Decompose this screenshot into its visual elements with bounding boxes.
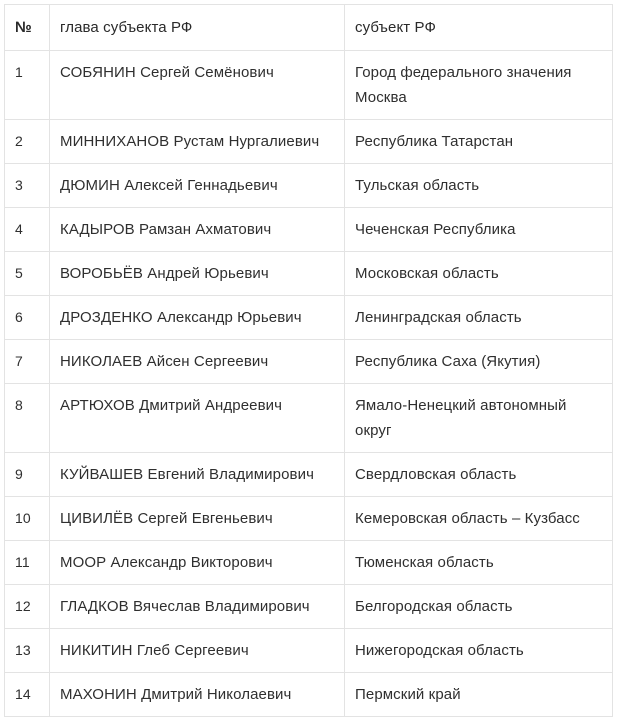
row-number: 13 (5, 629, 50, 673)
row-head: ДЮМИН Алексей Геннадьевич (50, 164, 345, 208)
row-region: Республика Татарстан (345, 120, 613, 164)
row-number: 14 (5, 673, 50, 717)
row-region: Ленинградская область (345, 296, 613, 340)
row-number: 11 (5, 541, 50, 585)
table-row (5, 453, 613, 497)
header-head: глава субъекта РФ (50, 5, 345, 51)
row-head: КУЙВАШЕВ Евгений Владимирович (50, 453, 345, 497)
row-head: ВОРОБЬЁВ Андрей Юрьевич (50, 252, 345, 296)
row-region: Московская область (345, 252, 613, 296)
table-row (5, 120, 613, 164)
row-region: Свердловская область (345, 453, 613, 497)
row-region: Тульская область (345, 164, 613, 208)
governors-table (4, 4, 613, 717)
row-head: МИННИХАНОВ Рустам Нургалиевич (50, 120, 345, 164)
row-region: Нижегородская область (345, 629, 613, 673)
row-number: 3 (5, 164, 50, 208)
row-head: ГЛАДКОВ Вячеслав Владимирович (50, 585, 345, 629)
row-number: 8 (5, 384, 50, 453)
row-head: МАХОНИН Дмитрий Николаевич (50, 673, 345, 717)
row-region: Ямало-Ненецкий автономный округ (345, 384, 613, 453)
row-head: ЦИВИЛЁВ Сергей Евгеньевич (50, 497, 345, 541)
row-head: ДРОЗДЕНКО Александр Юрьевич (50, 296, 345, 340)
row-region: Пермский край (345, 673, 613, 717)
row-number: 6 (5, 296, 50, 340)
header-region: субъект РФ (345, 5, 613, 51)
row-region: Кемеровская область – Кузбасс (345, 497, 613, 541)
table-row (5, 497, 613, 541)
table-row (5, 384, 613, 453)
row-region: Белгородская область (345, 585, 613, 629)
table-row (5, 51, 613, 120)
table-row (5, 629, 613, 673)
row-head: НИКОЛАЕВ Айсен Сергеевич (50, 340, 345, 384)
row-number: 12 (5, 585, 50, 629)
table-row (5, 164, 613, 208)
row-number: 7 (5, 340, 50, 384)
row-number: 4 (5, 208, 50, 252)
row-head: НИКИТИН Глеб Сергеевич (50, 629, 345, 673)
row-region: Город федерального значения Москва (345, 51, 613, 120)
row-head: АРТЮХОВ Дмитрий Андреевич (50, 384, 345, 453)
row-region: Тюменская область (345, 541, 613, 585)
row-head: МООР Александр Викторович (50, 541, 345, 585)
header-number: № (5, 5, 50, 51)
table-row (5, 296, 613, 340)
row-number: 10 (5, 497, 50, 541)
row-region: Республика Саха (Якутия) (345, 340, 613, 384)
table-row (5, 585, 613, 629)
row-number: 2 (5, 120, 50, 164)
table-header-row (5, 5, 613, 51)
table-row (5, 541, 613, 585)
row-head: СОБЯНИН Сергей Семёнович (50, 51, 345, 120)
row-head: КАДЫРОВ Рамзан Ахматович (50, 208, 345, 252)
row-number: 5 (5, 252, 50, 296)
table-row (5, 340, 613, 384)
table-row (5, 673, 613, 717)
row-number: 9 (5, 453, 50, 497)
table-row (5, 252, 613, 296)
row-region: Чеченская Республика (345, 208, 613, 252)
row-number: 1 (5, 51, 50, 120)
table-row (5, 208, 613, 252)
